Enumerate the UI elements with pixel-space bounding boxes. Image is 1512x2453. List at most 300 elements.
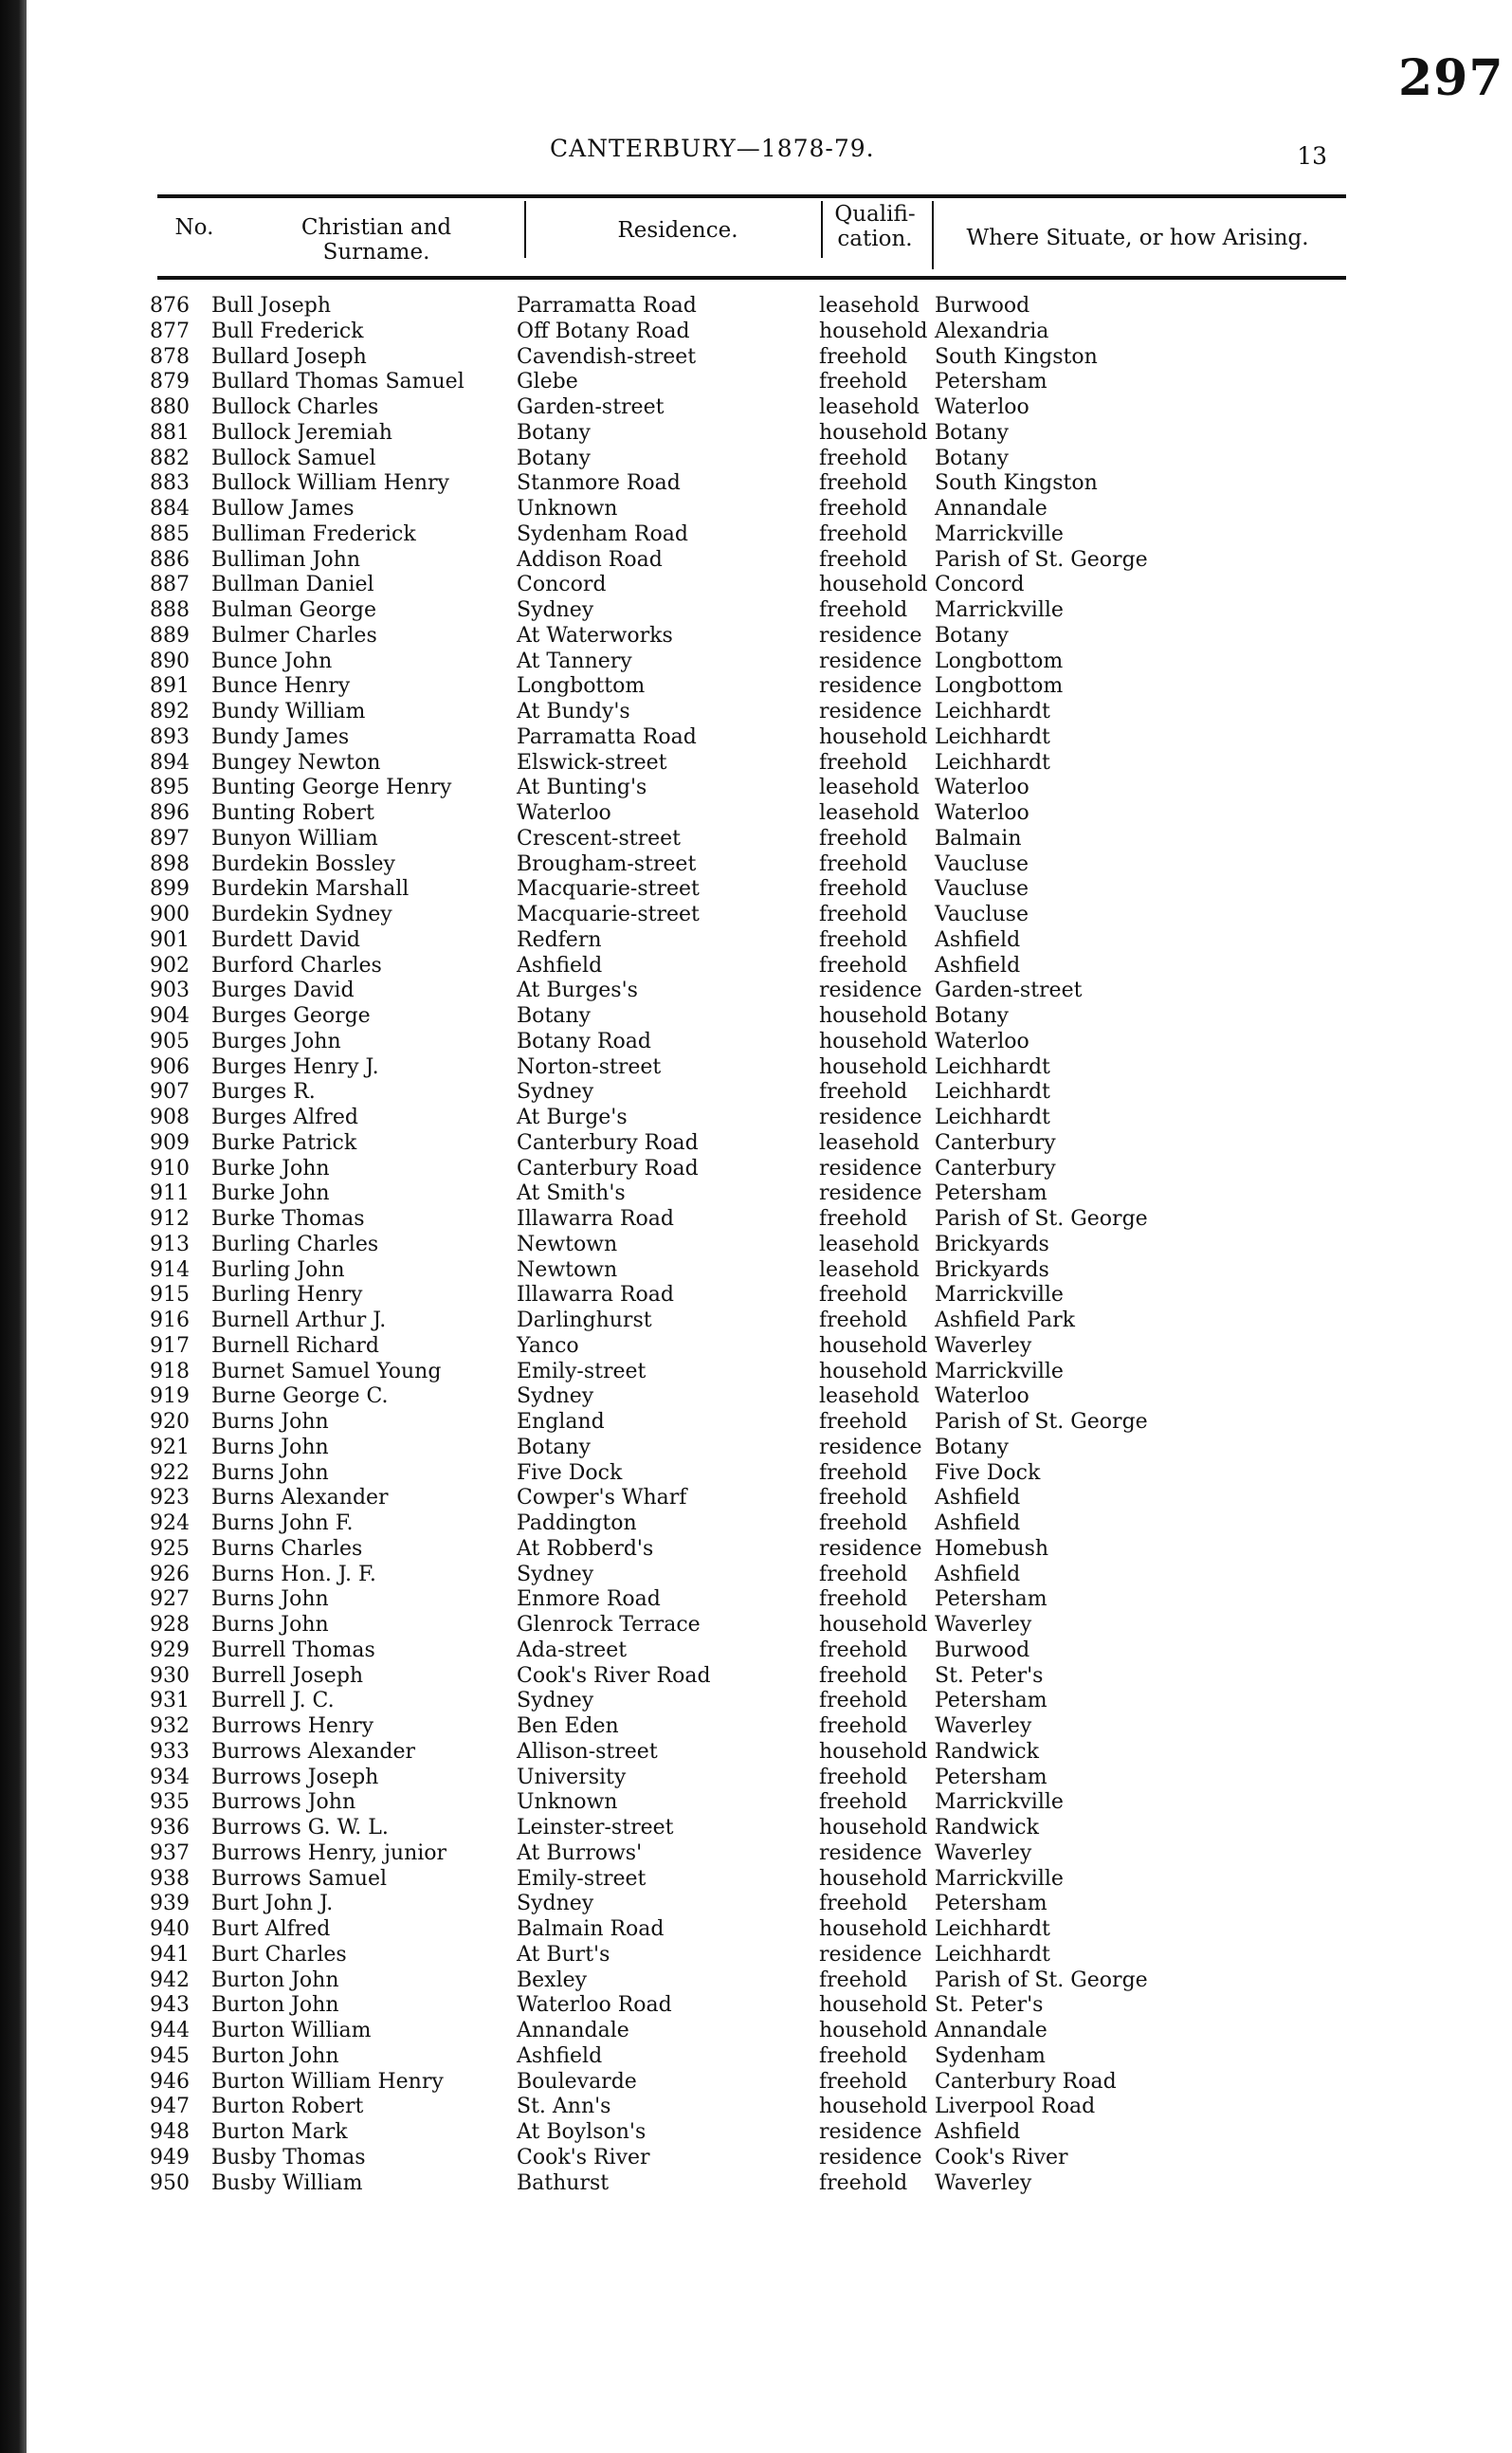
table-row — [0, 1714, 1512, 1740]
residence: Botany — [517, 446, 591, 470]
residence: Norton-street — [517, 1054, 662, 1079]
table-row — [0, 1004, 1512, 1030]
residence: Darlinghurst — [517, 1309, 652, 1332]
residence: Redfern — [517, 927, 602, 952]
elector-name: Burrell Thomas — [211, 1638, 375, 1662]
entry-number: 884 — [150, 497, 190, 521]
elector-name: Bullock William Henry — [211, 471, 449, 496]
qualification: household — [819, 1004, 928, 1028]
table-row — [0, 548, 1512, 574]
table-row — [0, 624, 1512, 650]
residence: Cowper's Wharf — [517, 1486, 687, 1510]
elector-name: Burke John — [211, 1181, 330, 1206]
residence: Emily-street — [517, 1866, 647, 1891]
table-row — [0, 2044, 1512, 2070]
entry-number: 930 — [150, 1663, 190, 1688]
table-row — [0, 1360, 1512, 1385]
entry-number: 908 — [150, 1106, 190, 1129]
elector-name: Bullman Daniel — [211, 573, 374, 597]
elector-name: Busby Thomas — [211, 2145, 366, 2169]
table-row — [0, 1486, 1512, 1511]
qualification: household — [819, 1739, 928, 1764]
qualification: freehold — [819, 1689, 908, 1713]
table-row — [0, 1030, 1512, 1055]
residence: Canterbury Road — [517, 1156, 699, 1181]
residence: Addison Road — [517, 547, 663, 572]
entry-number: 935 — [150, 1790, 190, 1815]
entry-number: 899 — [150, 877, 190, 902]
residence: Parramatta Road — [517, 724, 697, 749]
elector-name: Burton Robert — [211, 2095, 364, 2119]
where-situate: Leichhardt — [935, 700, 1050, 723]
elector-name: Bundy William — [211, 700, 366, 723]
elector-name: Burdekin Marshall — [211, 877, 410, 902]
elector-name: Burns John — [211, 1587, 329, 1612]
elector-name: Bullock Charles — [211, 395, 379, 419]
qualification: freehold — [819, 877, 908, 902]
residence: Ada-street — [517, 1638, 628, 1662]
qualification: household — [819, 1917, 928, 1941]
qualification: freehold — [819, 1207, 908, 1231]
residence: Yanco — [517, 1333, 579, 1358]
residence: Canterbury Road — [517, 1130, 699, 1155]
qualification: freehold — [819, 1562, 908, 1586]
table-row — [0, 1943, 1512, 1968]
where-situate: Petersham — [935, 1689, 1047, 1713]
residence: Allison-street — [517, 1739, 658, 1764]
entry-number: 876 — [150, 294, 190, 318]
where-situate: Garden-street — [935, 979, 1083, 1003]
residence: Elswick-street — [517, 750, 667, 775]
where-situate: Canterbury — [935, 1156, 1056, 1181]
elector-name: Burrows Henry, junior — [211, 1840, 447, 1865]
residence: Illawarra Road — [517, 1207, 674, 1231]
entry-number: 934 — [150, 1765, 190, 1789]
qualification: freehold — [819, 370, 908, 394]
residence: Sydney — [517, 1892, 594, 1916]
qualification: leasehold — [819, 1232, 920, 1256]
entry-number: 878 — [150, 344, 190, 369]
elector-name: Burrell Joseph — [211, 1663, 364, 1688]
qualification: household — [819, 1359, 928, 1383]
table-row — [0, 1436, 1512, 1461]
elector-name: Burns John — [211, 1410, 329, 1434]
entry-number: 948 — [150, 2120, 190, 2144]
residence: Brougham-street — [517, 851, 697, 876]
elector-name: Bulman George — [211, 598, 376, 622]
elector-name: Burrows John — [211, 1790, 356, 1815]
column-header-no: No. — [174, 215, 214, 240]
table-row — [0, 1207, 1512, 1233]
where-situate: Longbottom — [935, 674, 1064, 699]
residence: Cook's River Road — [517, 1663, 711, 1688]
residence: Stanmore Road — [517, 471, 681, 496]
entry-number: 946 — [150, 2069, 190, 2094]
elector-name: Burton William Henry — [211, 2069, 444, 2094]
entry-number: 901 — [150, 927, 190, 952]
table-row — [0, 1106, 1512, 1131]
table-row — [0, 827, 1512, 852]
entry-number: 912 — [150, 1207, 190, 1231]
qualification: freehold — [819, 1309, 908, 1332]
qualification: residence — [819, 674, 922, 699]
table-row — [0, 928, 1512, 954]
table-row — [0, 1511, 1512, 1537]
entry-number: 919 — [150, 1384, 190, 1409]
qualification: household — [819, 1866, 928, 1891]
where-situate: Parish of St. George — [935, 1968, 1148, 1992]
qualification: freehold — [819, 1410, 908, 1434]
table-row — [0, 2095, 1512, 2120]
table-row — [0, 751, 1512, 777]
qualification: freehold — [819, 2043, 908, 2068]
where-situate: Brickyards — [935, 1232, 1049, 1256]
residence: Leinster-street — [517, 1816, 674, 1840]
where-situate: Five Dock — [935, 1460, 1041, 1485]
qualification: freehold — [819, 1892, 908, 1916]
qualification: freehold — [819, 1790, 908, 1815]
where-situate: Parish of St. George — [935, 1207, 1148, 1231]
where-situate: Ashfield — [935, 953, 1021, 978]
entry-number: 942 — [150, 1968, 190, 1992]
elector-name: Bunting George Henry — [211, 776, 452, 800]
qualification: residence — [819, 649, 922, 673]
entry-number: 917 — [150, 1333, 190, 1358]
elector-name: Burne George C. — [211, 1384, 389, 1409]
residence: Ben Eden — [517, 1714, 619, 1738]
qualification: residence — [819, 1942, 922, 1967]
where-situate: Waterloo — [935, 776, 1029, 800]
entry-number: 897 — [150, 826, 190, 851]
qualification: residence — [819, 1435, 922, 1459]
entry-number: 892 — [150, 700, 190, 723]
residence: Botany — [517, 420, 591, 445]
qualification: freehold — [819, 953, 908, 978]
entry-number: 941 — [150, 1942, 190, 1967]
residence: Off Botany Road — [517, 319, 690, 343]
table-row — [0, 2171, 1512, 2197]
entry-number: 925 — [150, 1536, 190, 1561]
where-situate: Petersham — [935, 1587, 1047, 1612]
table-row — [0, 877, 1512, 903]
residence: Paddington — [517, 1511, 637, 1535]
residence: Glenrock Terrace — [517, 1613, 701, 1637]
entry-number: 928 — [150, 1613, 190, 1637]
where-situate: Waverley — [935, 2170, 1032, 2195]
qualification: freehold — [819, 851, 908, 876]
residence: At Burrows' — [517, 1840, 643, 1865]
qualification: household — [819, 1816, 928, 1840]
qualification: freehold — [819, 1080, 908, 1105]
column-divider-3 — [932, 201, 934, 269]
residence: Macquarie-street — [517, 877, 700, 902]
entry-number: 929 — [150, 1638, 190, 1662]
where-situate: Ashfield — [935, 2120, 1021, 2144]
where-situate: South Kingston — [935, 471, 1098, 496]
entry-number: 886 — [150, 547, 190, 572]
entry-number: 933 — [150, 1739, 190, 1764]
residence: Balmain Road — [517, 1917, 665, 1941]
where-situate: Canterbury Road — [935, 2069, 1117, 2094]
table-row — [0, 471, 1512, 497]
where-situate: Parish of St. George — [935, 547, 1148, 572]
elector-name: Burdekin Bossley — [211, 851, 395, 876]
qualification: residence — [819, 1156, 922, 1181]
entry-number: 903 — [150, 979, 190, 1003]
where-situate: Marrickville — [935, 598, 1064, 622]
entry-number: 916 — [150, 1309, 190, 1332]
qualification: freehold — [819, 1460, 908, 1485]
entry-number: 944 — [150, 2019, 190, 2042]
table-row — [0, 1841, 1512, 1867]
qualification: household — [819, 420, 928, 445]
where-situate: Petersham — [935, 1765, 1047, 1789]
qualification: residence — [819, 2145, 922, 2169]
qualification: household — [819, 2095, 928, 2119]
qualification: household — [819, 1613, 928, 1637]
entry-number: 938 — [150, 1866, 190, 1891]
where-situate: Vaucluse — [935, 877, 1029, 902]
elector-name: Burrows Alexander — [211, 1739, 415, 1764]
where-situate: Homebush — [935, 1536, 1049, 1561]
entry-number: 881 — [150, 420, 190, 445]
table-row — [0, 1309, 1512, 1334]
qualification: residence — [819, 1181, 922, 1206]
elector-name: Burns Charles — [211, 1536, 363, 1561]
residence: University — [517, 1765, 627, 1789]
elector-name: Burns John — [211, 1460, 329, 1485]
column-header-residence: Residence. — [617, 218, 738, 243]
page-number: 297 — [1398, 49, 1504, 107]
running-title: CANTERBURY—1878-79. — [550, 135, 875, 162]
qualification: freehold — [819, 497, 908, 521]
qualification: household — [819, 319, 928, 343]
qualification: freehold — [819, 1765, 908, 1789]
where-situate: Ashfield Park — [935, 1309, 1075, 1332]
residence: Five Dock — [517, 1460, 623, 1485]
table-row — [0, 1410, 1512, 1436]
entry-number: 898 — [150, 851, 190, 876]
where-situate: Waterloo — [935, 395, 1029, 419]
table-row — [0, 1131, 1512, 1157]
where-situate: Waterloo — [935, 801, 1029, 825]
table-row — [0, 725, 1512, 751]
elector-name: Burke Patrick — [211, 1130, 357, 1155]
elector-name: Bulmer Charles — [211, 623, 377, 648]
qualification: household — [819, 1333, 928, 1358]
where-situate: Marrickville — [935, 1866, 1064, 1891]
elector-name: Burges Alfred — [211, 1106, 358, 1129]
table-row — [0, 320, 1512, 345]
where-situate: Vaucluse — [935, 903, 1029, 926]
table-row — [0, 573, 1512, 598]
elector-name: Burke Thomas — [211, 1207, 365, 1231]
where-situate: Parish of St. George — [935, 1410, 1148, 1434]
qualification: household — [819, 1993, 928, 2018]
table-row — [0, 1993, 1512, 2019]
qualification: freehold — [819, 547, 908, 572]
table-row — [0, 598, 1512, 624]
entry-number: 880 — [150, 395, 190, 419]
residence: Newtown — [517, 1232, 618, 1256]
where-situate: Petersham — [935, 1892, 1047, 1916]
qualification: leasehold — [819, 1384, 920, 1409]
entry-number: 921 — [150, 1435, 190, 1459]
qualification: freehold — [819, 471, 908, 496]
entry-number: 883 — [150, 471, 190, 496]
table-row — [0, 1587, 1512, 1613]
residence: At Boylson's — [517, 2120, 647, 2144]
elector-name: Burges R. — [211, 1080, 316, 1105]
entry-number: 889 — [150, 623, 190, 648]
residence: Waterloo — [517, 801, 611, 825]
table-row — [0, 370, 1512, 395]
where-situate: Annandale — [935, 497, 1047, 521]
entry-number: 940 — [150, 1917, 190, 1941]
elector-name: Burton John — [211, 1968, 339, 1992]
residence: At Robberd's — [517, 1536, 654, 1561]
residence: Ashfield — [517, 953, 603, 978]
elector-name: Burt Charles — [211, 1942, 347, 1967]
residence: Crescent-street — [517, 826, 681, 851]
residence: At Waterworks — [517, 623, 673, 648]
qualification: freehold — [819, 2170, 908, 2195]
elector-name: Burns Alexander — [211, 1486, 389, 1510]
elector-name: Burton John — [211, 2043, 339, 2068]
where-situate: Sydenham — [935, 2043, 1046, 2068]
where-situate: Ashfield — [935, 1486, 1021, 1510]
column-header-where: Where Situate, or how Arising. — [966, 226, 1309, 250]
residence: England — [517, 1410, 605, 1434]
where-situate: Botany — [935, 446, 1009, 470]
residence: Sydney — [517, 1562, 594, 1586]
where-situate: Liverpool Road — [935, 2095, 1096, 2119]
table-row — [0, 1334, 1512, 1360]
elector-name: Burrows Joseph — [211, 1765, 379, 1789]
entry-number: 891 — [150, 674, 190, 699]
elector-name: Burrows G. W. L. — [211, 1816, 389, 1840]
table-row — [0, 979, 1512, 1004]
elector-name: Bunce Henry — [211, 674, 351, 699]
table-row — [0, 954, 1512, 979]
qualification: leasehold — [819, 776, 920, 800]
entry-number: 905 — [150, 1029, 190, 1053]
qualification: household — [819, 2019, 928, 2042]
entry-number: 910 — [150, 1156, 190, 1181]
table-row — [0, 1816, 1512, 1841]
elector-name: Burling Henry — [211, 1283, 363, 1308]
qualification: household — [819, 1029, 928, 1053]
qualification: residence — [819, 623, 922, 648]
entry-number: 950 — [150, 2170, 190, 2195]
table-row — [0, 2070, 1512, 2096]
qualification: household — [819, 724, 928, 749]
table-row — [0, 1790, 1512, 1816]
entry-number: 894 — [150, 750, 190, 775]
entry-number: 907 — [150, 1080, 190, 1105]
residence: Bexley — [517, 1968, 588, 1992]
residence: Enmore Road — [517, 1587, 661, 1612]
column-header-name: Christian and Surname. — [301, 215, 452, 265]
elector-name: Bullock Jeremiah — [211, 420, 392, 445]
elector-name: Bunyon William — [211, 826, 378, 851]
elector-name: Burrell J. C. — [211, 1689, 335, 1713]
entry-number: 893 — [150, 724, 190, 749]
elector-name: Burton William — [211, 2019, 372, 2042]
table-row — [0, 1384, 1512, 1410]
where-situate: Botany — [935, 1004, 1009, 1028]
table-row — [0, 650, 1512, 675]
table-row — [0, 1892, 1512, 1917]
table-row — [0, 1867, 1512, 1893]
qualification: leasehold — [819, 395, 920, 419]
residence: Sydenham Road — [517, 522, 688, 546]
residence: Bathurst — [517, 2170, 610, 2195]
elector-name: Burns John — [211, 1613, 329, 1637]
table-row — [0, 1740, 1512, 1766]
where-situate: Burwood — [935, 1638, 1030, 1662]
qualification: freehold — [819, 598, 908, 622]
table-row — [0, 2146, 1512, 2171]
elector-list — [0, 294, 1512, 2196]
elector-name: Burling Charles — [211, 1232, 379, 1256]
where-situate: Petersham — [935, 370, 1047, 394]
entry-number: 949 — [150, 2145, 190, 2169]
elector-name: Bunce John — [211, 649, 333, 673]
residence: Annandale — [517, 2019, 629, 2042]
where-situate: Botany — [935, 420, 1009, 445]
entry-number: 909 — [150, 1130, 190, 1155]
qualification: freehold — [819, 903, 908, 926]
entry-number: 882 — [150, 446, 190, 470]
residence: Sydney — [517, 1080, 594, 1105]
elector-name: Bungey Newton — [211, 750, 381, 775]
elector-name: Burns John — [211, 1435, 329, 1459]
elector-name: Busby William — [211, 2170, 363, 2195]
qualification: leasehold — [819, 1130, 920, 1155]
table-row — [0, 395, 1512, 421]
where-situate: Waverley — [935, 1613, 1032, 1637]
entry-number: 900 — [150, 903, 190, 926]
elector-name: Burnet Samuel Young — [211, 1359, 442, 1383]
elector-name: Burford Charles — [211, 953, 382, 978]
residence: Newtown — [517, 1257, 618, 1282]
table-header-bottom-rule — [157, 276, 1346, 280]
where-situate: Petersham — [935, 1181, 1047, 1206]
entry-number: 906 — [150, 1054, 190, 1079]
where-situate: Waterloo — [935, 1384, 1029, 1409]
entry-number: 920 — [150, 1410, 190, 1434]
table-row — [0, 1563, 1512, 1588]
entry-number: 887 — [150, 573, 190, 597]
table-row — [0, 1461, 1512, 1487]
entry-number: 885 — [150, 522, 190, 546]
residence: Glebe — [517, 370, 578, 394]
qualification: freehold — [819, 1486, 908, 1510]
table-row — [0, 1613, 1512, 1638]
table-row — [0, 1638, 1512, 1664]
residence: At Smith's — [517, 1181, 626, 1206]
table-top-rule — [157, 194, 1346, 198]
qualification: freehold — [819, 1714, 908, 1738]
where-situate: Botany — [935, 1435, 1009, 1459]
residence: Concord — [517, 573, 607, 597]
where-situate: Marrickville — [935, 522, 1064, 546]
entry-number: 915 — [150, 1283, 190, 1308]
table-row — [0, 421, 1512, 447]
residence: Botany Road — [517, 1029, 651, 1053]
entry-number: 943 — [150, 1993, 190, 2018]
